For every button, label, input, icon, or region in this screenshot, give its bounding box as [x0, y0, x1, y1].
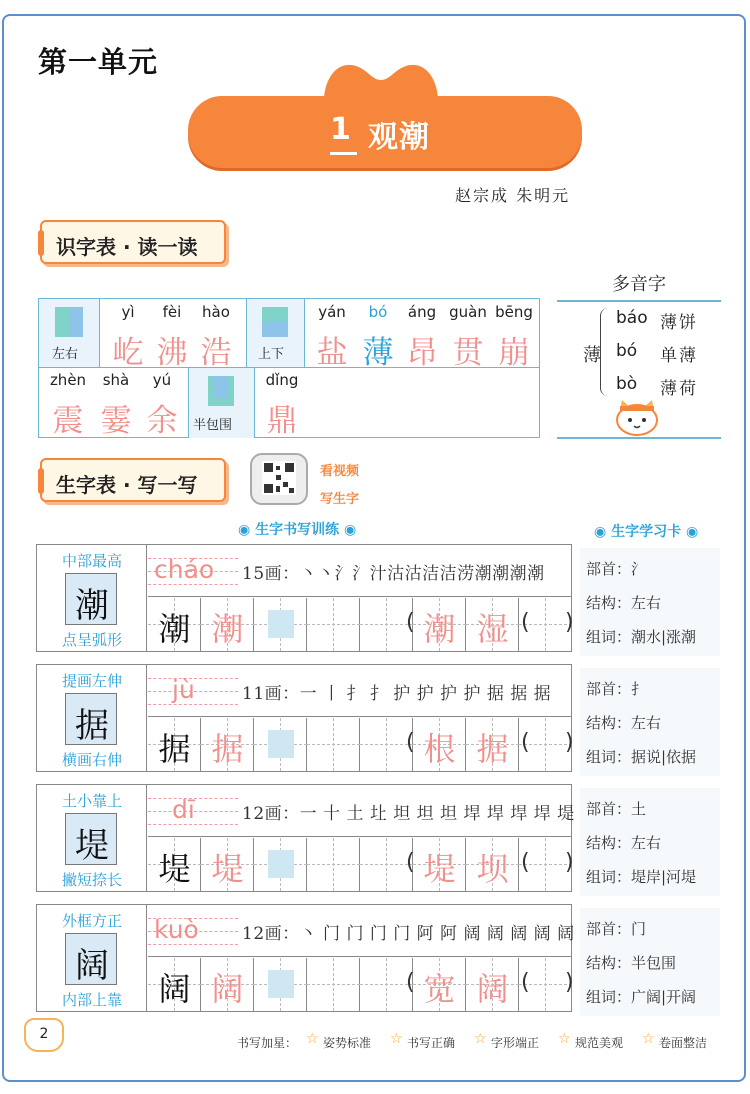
card-radical: 部首：扌 — [586, 680, 647, 698]
lesson-number-underline — [330, 152, 357, 155]
writing-section-title: 生字表 · 写一写 — [56, 473, 198, 497]
pinyin-stroke-band — [148, 545, 572, 597]
cat-mascot-icon — [612, 398, 662, 436]
tip-bottom: 点呈弧形 — [61, 631, 122, 649]
word-char: 据 — [476, 730, 509, 768]
row-pinyin: kuò — [154, 915, 199, 944]
word-char: 根 — [423, 730, 456, 768]
model-char-box — [65, 693, 117, 745]
pinyin-stroke-band — [148, 905, 575, 957]
table-divider — [304, 299, 305, 367]
polyphone-word: 薄饼 — [660, 313, 698, 333]
polyphone-top-rule — [557, 300, 721, 302]
star-icon[interactable]: ☆ — [558, 1031, 571, 1047]
writing-row — [36, 904, 575, 1012]
polyphone-char: 薄 — [583, 345, 601, 366]
study-card — [580, 548, 720, 656]
trace-char: 阔 — [211, 970, 244, 1008]
card-words: 组词：据说|依据 — [586, 748, 697, 766]
recognition-char: 崩 — [498, 335, 530, 371]
recognition-section-title: 识字表 · 读一读 — [56, 235, 198, 259]
trace-char: 潮 — [211, 610, 244, 648]
tip-bottom: 内部上靠 — [61, 991, 122, 1009]
training-subheading: ◉ 生字书写训练 ◉ — [238, 522, 357, 538]
writing-row — [36, 664, 572, 772]
table-divider — [254, 368, 255, 438]
model-char-box — [65, 813, 117, 865]
recognition-char: 屹 — [112, 335, 144, 371]
footer-criterion: 规范美观 — [575, 1036, 624, 1050]
polyphone-word: 薄荷 — [660, 379, 698, 399]
pinyin: bēng — [495, 303, 533, 321]
practice-grid[interactable]: 堤 堤 ( 堤 坝 ( ) — [148, 838, 572, 891]
model-char-box — [65, 933, 117, 985]
pinyin: guàn — [449, 303, 487, 321]
pinyin: shà — [102, 371, 130, 389]
authors: 赵宗成 朱明元 — [455, 186, 571, 205]
footer-criterion: 姿势标准 — [323, 1036, 372, 1050]
recognition-char: 浩 — [200, 335, 232, 371]
recognition-char: 鼎 — [266, 403, 298, 439]
structure-cell-shangxia — [246, 299, 304, 367]
table-divider — [188, 368, 189, 438]
pinyin: zhèn — [49, 371, 87, 389]
model-char-cell — [37, 665, 147, 771]
stroke-order: 11画：一 丨 扌 扌 护 护 护 护 据 据 据 — [242, 684, 552, 704]
word-char: 坝 — [476, 850, 509, 888]
study-card — [580, 908, 720, 1016]
recognition-table — [38, 298, 540, 438]
table-divider — [246, 299, 247, 367]
table-divider — [99, 299, 100, 367]
stroke-order: 12画：一 十 土 圵 坦 坦 坦 垾 垾 垾 垾 堤 — [242, 804, 575, 824]
grid-char: 据 — [158, 730, 191, 768]
recognition-char: 震 — [52, 403, 84, 439]
structure-label-banbaowei: 半包围 — [193, 418, 233, 433]
recognition-char: 昂 — [406, 335, 438, 371]
model-char: 堤 — [75, 826, 109, 866]
writing-section-banner — [40, 458, 226, 502]
pinyin: yán — [318, 303, 346, 321]
lesson-title: 观潮 — [368, 120, 430, 155]
tip-top: 中部最高 — [61, 552, 122, 570]
writing-row — [36, 544, 572, 652]
word-char: 湿 — [476, 610, 509, 648]
word-char: 宽 — [423, 970, 456, 1008]
card-radical: 部首：氵 — [586, 560, 647, 578]
card-radical: 部首：门 — [586, 920, 647, 938]
footer-criterion: 字形端正 — [491, 1036, 540, 1050]
pinyin-highlighted: bó — [368, 303, 388, 321]
pinyin-stroke-band — [148, 785, 575, 837]
page-number: 2 — [39, 1026, 49, 1042]
polyphone-word: 单薄 — [660, 346, 698, 366]
top-bottom-structure-icon — [262, 307, 288, 337]
footer-label: 书写加星： — [237, 1036, 298, 1050]
recognition-char: 余 — [146, 403, 178, 439]
card-words: 组词：堤岸|河堤 — [586, 868, 697, 886]
lesson-number: 1 — [330, 112, 351, 147]
polyphone-title: 多音字 — [612, 274, 666, 295]
tip-bottom: 撇短捺长 — [61, 871, 122, 889]
row-pinyin: dī — [172, 795, 195, 824]
video-label-1: 看视频 — [320, 464, 360, 479]
polyphone-pinyin: bò — [616, 374, 638, 394]
recognition-char-highlighted: 薄 — [362, 335, 394, 371]
brace-icon — [600, 308, 612, 396]
model-char-cell — [37, 545, 147, 651]
tip-top: 提画左伸 — [61, 672, 122, 690]
qr-code-icon[interactable] — [250, 453, 308, 505]
word-char: 阔 — [476, 970, 509, 1008]
recognition-char: 盐 — [316, 335, 348, 371]
polyphone-pinyin: báo — [616, 308, 648, 328]
row-pinyin: jù — [172, 675, 195, 704]
model-char-cell — [37, 905, 147, 1011]
star-icon[interactable]: ☆ — [474, 1031, 487, 1047]
pinyin: fèi — [162, 303, 182, 321]
model-char-box — [65, 573, 117, 625]
study-card — [580, 788, 720, 896]
pinyin: dǐng — [265, 371, 299, 389]
card-structure: 结构：半包围 — [586, 954, 677, 972]
card-words: 组词：广阔|开阔 — [586, 988, 697, 1006]
star-icon[interactable]: ☆ — [642, 1031, 655, 1047]
tip-top: 外框方正 — [61, 912, 122, 930]
card-words: 组词：潮水|涨潮 — [586, 628, 697, 646]
recognition-char: 贯 — [452, 335, 484, 371]
word-char: 堤 — [423, 850, 456, 888]
structure-label-zuoyou: 左右 — [52, 347, 79, 362]
card-radical: 部首：土 — [586, 800, 647, 818]
grid-char: 堤 — [158, 850, 191, 888]
left-right-structure-icon — [55, 307, 83, 337]
polyphone-pinyin: bó — [616, 341, 638, 361]
qr-pattern — [252, 455, 306, 503]
trace-char: 据 — [211, 730, 244, 768]
tip-top: 土小靠上 — [61, 792, 122, 810]
model-char: 潮 — [75, 586, 109, 626]
model-char-cell — [37, 785, 147, 891]
pinyin: yú — [152, 371, 172, 389]
practice-grid[interactable]: 潮 潮 ( 潮 湿 ( ) — [148, 598, 572, 651]
half-enclosure-structure-icon — [208, 376, 234, 406]
practice-grid[interactable]: 据 据 ( 根 据 ( ) — [148, 718, 572, 771]
star-icon[interactable]: ☆ — [390, 1031, 403, 1047]
footer-criterion: 书写正确 — [407, 1036, 456, 1050]
practice-grid[interactable]: 阔 阔 ( 宽 阔 ( ) — [148, 958, 572, 1011]
writing-row — [36, 784, 575, 892]
structure-cell-zuoyou — [39, 299, 99, 367]
pinyin: hào — [202, 303, 230, 321]
recognition-char: 沸 — [156, 335, 188, 371]
grid-char: 潮 — [158, 610, 191, 648]
trace-char: 堤 — [211, 850, 244, 888]
polyphone-bottom-rule — [557, 437, 721, 439]
word-char: 潮 — [423, 610, 456, 648]
stroke-order: 15画：丶丶氵氵汁沽沽洁洁涝潮潮潮潮 — [242, 564, 545, 584]
unit-title: 第一单元 — [38, 45, 159, 79]
stroke-order: 12画：丶 门 门 门 门 阿 阿 阔 阔 阔 阔 阔 — [242, 924, 575, 944]
recognition-section-banner — [40, 220, 226, 264]
model-char: 据 — [75, 706, 109, 746]
recognition-char: 霎 — [100, 403, 132, 439]
video-label-2: 写生字 — [320, 492, 360, 507]
card-subheading: ◉ 生字学习卡 ◉ — [594, 524, 699, 540]
card-structure: 结构：左右 — [586, 834, 662, 852]
structure-label-shangxia: 上下 — [258, 347, 285, 362]
card-structure: 结构：左右 — [586, 594, 662, 612]
structure-cell-banbaowei — [188, 368, 254, 438]
footer-criterion: 卷面整洁 — [659, 1036, 708, 1050]
pinyin: áng — [407, 303, 437, 321]
pinyin: yì — [121, 303, 135, 321]
star-icon[interactable]: ☆ — [306, 1031, 319, 1047]
study-card — [580, 668, 720, 776]
row-pinyin: cháo — [154, 555, 215, 584]
pinyin-stroke-band — [148, 665, 572, 717]
tip-bottom: 横画右伸 — [61, 751, 122, 769]
card-structure: 结构：左右 — [586, 714, 662, 732]
model-char: 阔 — [75, 946, 109, 986]
grid-char: 阔 — [158, 970, 191, 1008]
